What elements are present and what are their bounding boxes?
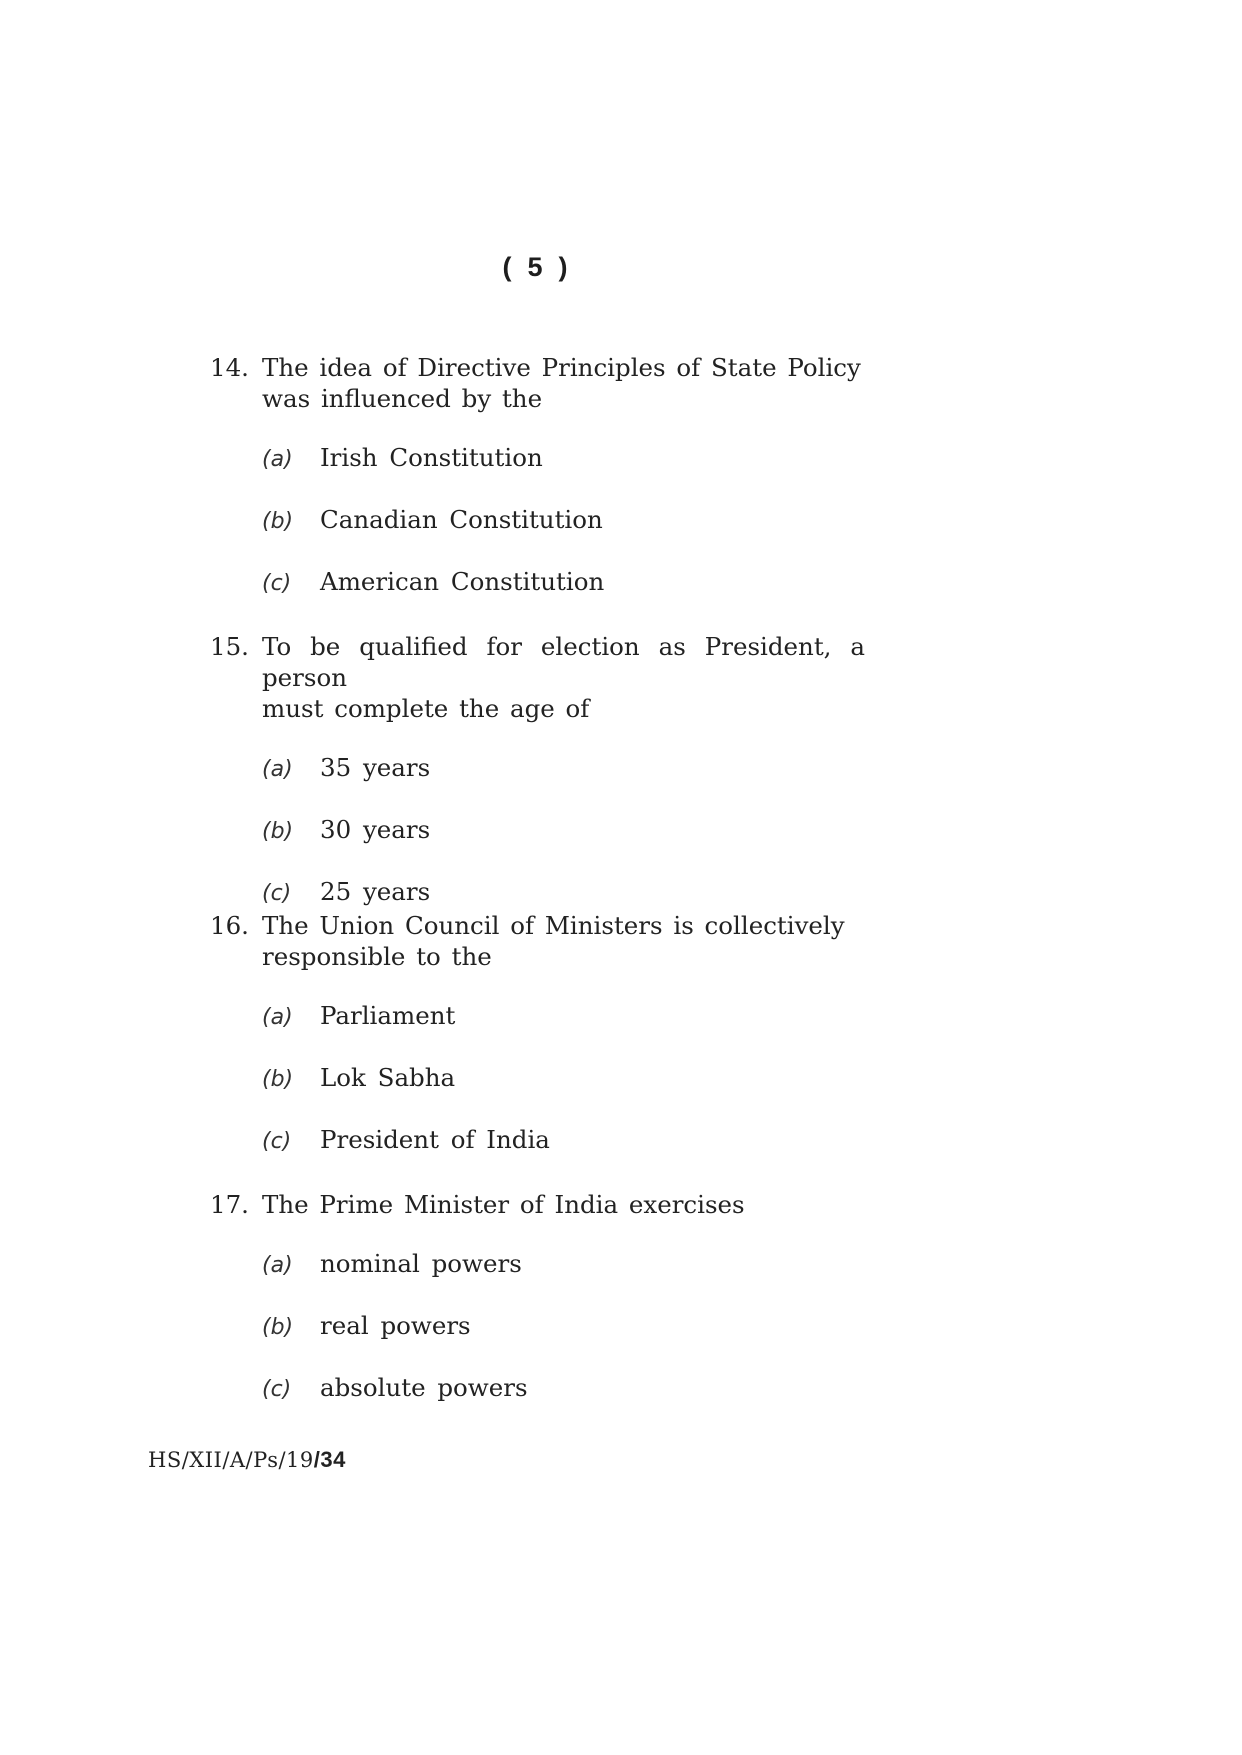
option-a [262, 1000, 865, 1062]
question-17 [210, 1189, 865, 1434]
option-text: Lok Sabha [320, 1063, 456, 1092]
option-c [262, 1372, 865, 1434]
option-text: 35 years [320, 753, 431, 782]
option-text: Canadian Constitution [320, 505, 603, 534]
question-16 [210, 910, 865, 1186]
page-number-open-paren: ( [502, 252, 514, 282]
question-text-line1: To be qualified for election as President, a person [262, 632, 865, 692]
option-label: (b) [262, 1315, 294, 1340]
question-number: 17. [210, 1190, 249, 1219]
question-15 [210, 631, 865, 938]
option-c [262, 566, 865, 628]
option-a [262, 442, 865, 504]
option-label: (c) [262, 1129, 292, 1154]
option-label: (a) [262, 447, 293, 472]
paper-code-suffix: /34 [313, 1447, 346, 1472]
option-a [262, 1248, 865, 1310]
question-number: 14. [210, 353, 249, 382]
option-text: Parliament [320, 1001, 456, 1030]
question-stem [210, 352, 865, 414]
options-list [262, 442, 865, 628]
option-text: 25 years [320, 877, 431, 906]
question-number: 16. [210, 911, 249, 940]
question-text-line2: responsible to the [262, 942, 492, 971]
question-stem [210, 631, 865, 724]
question-stem [210, 1189, 865, 1220]
question-stem [210, 910, 865, 972]
options-list [262, 1000, 865, 1186]
option-text: President of India [320, 1125, 550, 1154]
option-label: (c) [262, 881, 292, 906]
option-label: (a) [262, 1253, 293, 1278]
option-b [262, 504, 865, 566]
option-label: (b) [262, 819, 294, 844]
option-label: (c) [262, 1377, 292, 1402]
question-text-line2: must complete the age of [262, 694, 590, 723]
option-text: American Constitution [320, 567, 605, 596]
option-label: (b) [262, 1067, 294, 1092]
question-text-line1: The Prime Minister of India exercises [262, 1190, 745, 1219]
option-a [262, 752, 865, 814]
option-b [262, 1062, 865, 1124]
page-number-value: 5 [527, 252, 545, 282]
option-text: real powers [320, 1311, 471, 1340]
option-text: 30 years [320, 815, 431, 844]
question-14 [210, 352, 865, 628]
page-number-close-paren: ) [558, 252, 570, 282]
option-text: nominal powers [320, 1249, 522, 1278]
question-text-line2: was influenced by the [262, 384, 543, 413]
option-b [262, 1310, 865, 1372]
options-list [262, 1248, 865, 1434]
option-b [262, 814, 865, 876]
option-text: Irish Constitution [320, 443, 543, 472]
option-label: (b) [262, 509, 294, 534]
option-label: (a) [262, 1005, 293, 1030]
question-number: 15. [210, 632, 249, 661]
option-c [262, 1124, 865, 1186]
paper-code: HS/XII/A/Ps/19 [148, 1448, 314, 1472]
option-label: (a) [262, 757, 293, 782]
paper-code-footer [148, 1447, 346, 1473]
question-text-line1: The idea of Directive Principles of State Policy [262, 353, 861, 382]
page-number [0, 252, 1072, 283]
option-text: absolute powers [320, 1373, 528, 1402]
option-label: (c) [262, 571, 292, 596]
question-text-line1: The Union Council of Ministers is collectively [262, 911, 845, 940]
